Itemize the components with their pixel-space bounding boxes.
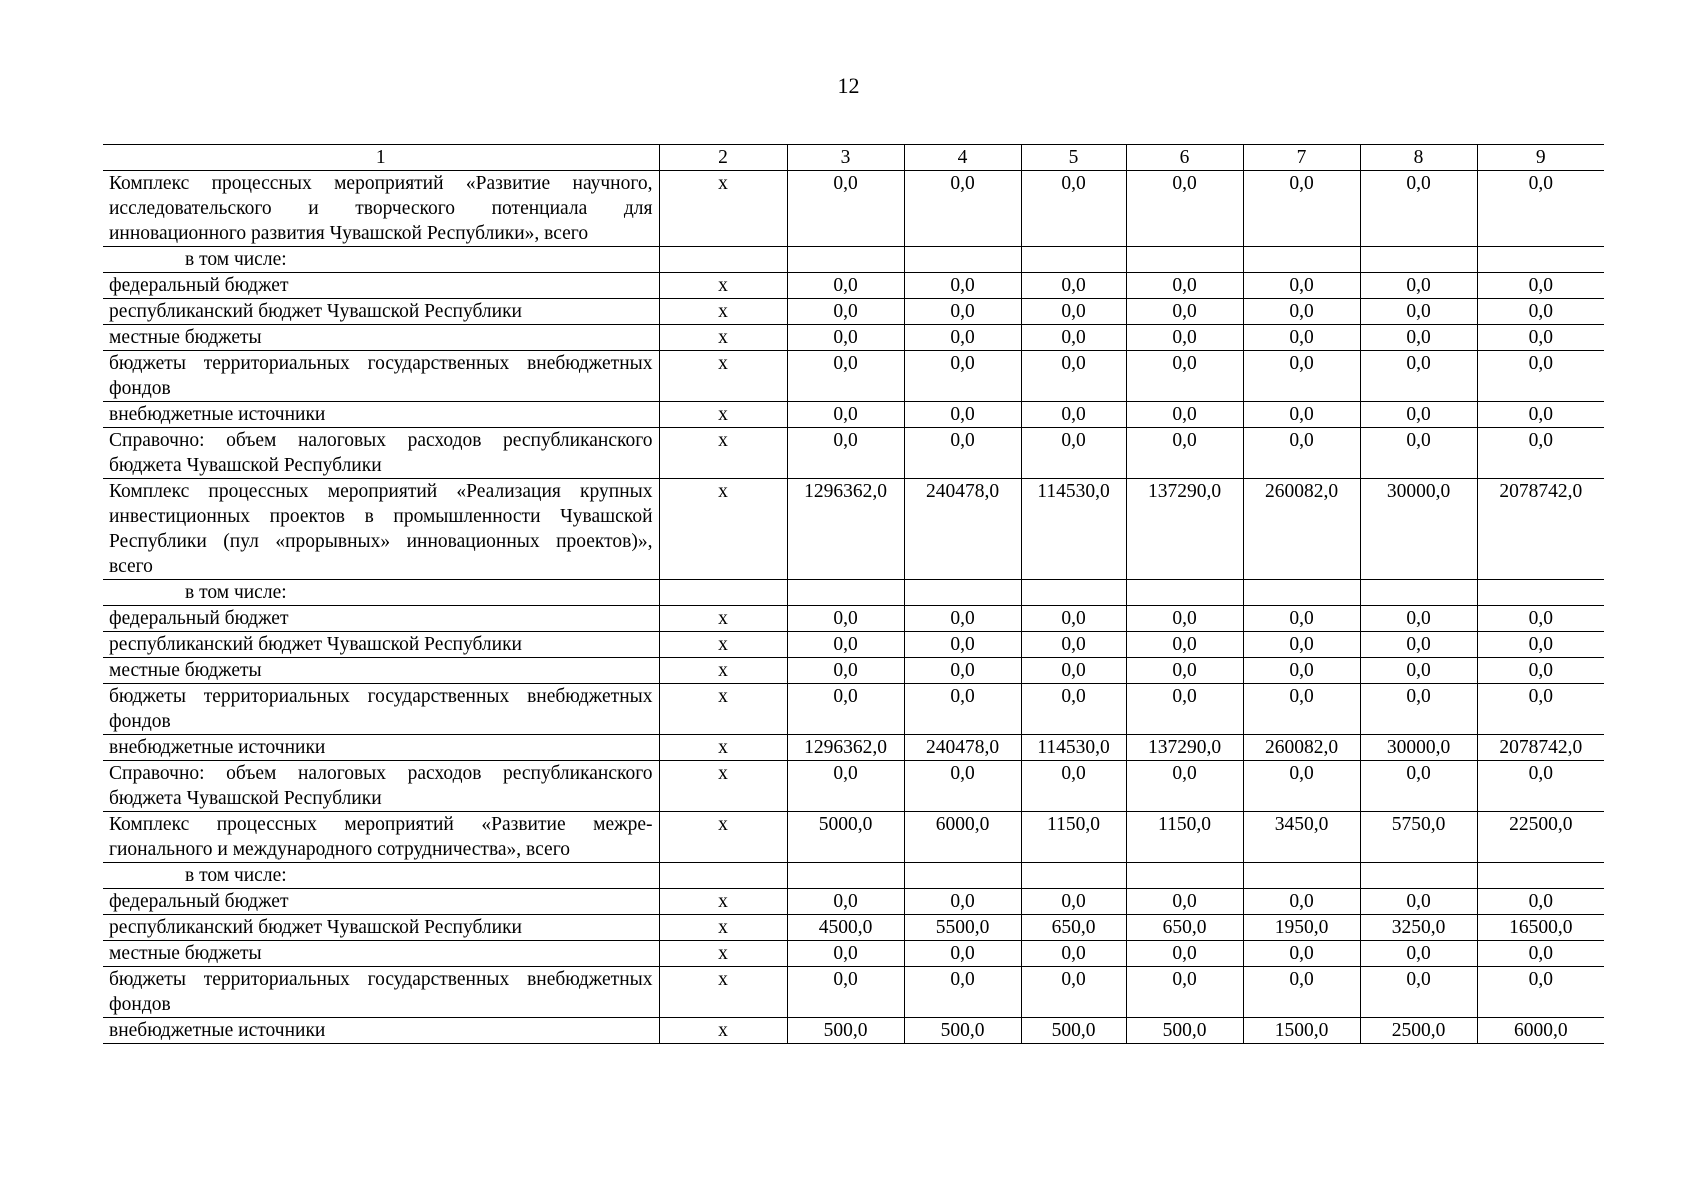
column-2-cell: х <box>659 889 787 915</box>
value-cell: 0,0 <box>1126 171 1243 247</box>
item-name-cell: бюджеты территориальных государственных внебюджетных фондов <box>103 967 659 1018</box>
column-2-cell: х <box>659 735 787 761</box>
column-2-cell: х <box>659 325 787 351</box>
value-cell: 500,0 <box>1126 1018 1243 1044</box>
value-cell: 0,0 <box>1021 684 1126 735</box>
value-cell: 0,0 <box>904 941 1021 967</box>
value-cell: 0,0 <box>1243 632 1360 658</box>
table-row <box>103 428 1604 479</box>
value-cell: 0,0 <box>1243 428 1360 479</box>
value-cell: 0,0 <box>1021 351 1126 402</box>
column-2-cell: х <box>659 479 787 580</box>
value-cell: 3250,0 <box>1360 915 1477 941</box>
value-cell: 0,0 <box>1360 606 1477 632</box>
column-2-cell: х <box>659 299 787 325</box>
table-row <box>103 915 1604 941</box>
value-cell: 5000,0 <box>787 812 904 863</box>
value-cell: 1500,0 <box>1243 1018 1360 1044</box>
value-cell: 0,0 <box>1243 941 1360 967</box>
value-cell: 0,0 <box>1243 299 1360 325</box>
value-cell: 0,0 <box>1126 606 1243 632</box>
value-cell: 0,0 <box>1021 273 1126 299</box>
value-cell <box>1243 247 1360 273</box>
value-cell: 0,0 <box>1360 428 1477 479</box>
value-cell: 0,0 <box>1021 606 1126 632</box>
value-cell: 0,0 <box>904 606 1021 632</box>
table-row <box>103 863 1604 889</box>
header-cell: 3 <box>787 145 904 171</box>
value-cell: 114530,0 <box>1021 479 1126 580</box>
column-2-cell <box>659 580 787 606</box>
value-cell <box>787 247 904 273</box>
value-cell: 16500,0 <box>1477 915 1604 941</box>
header-row <box>103 145 1604 171</box>
value-cell: 0,0 <box>1021 967 1126 1018</box>
table-row <box>103 351 1604 402</box>
table-row <box>103 325 1604 351</box>
value-cell: 3450,0 <box>1243 812 1360 863</box>
item-name-cell: Справочно: объем налоговых расходов республиканского бюджета Чувашской Республики <box>103 761 659 812</box>
column-2-cell: х <box>659 658 787 684</box>
column-2-cell: х <box>659 761 787 812</box>
value-cell: 0,0 <box>787 171 904 247</box>
item-name-cell: Комплекс процессных мероприятий «Реализация крупных инвестиционных проектов в промышленности Чувашской Республики (пул «прорывных» инновационных проектов)», всего <box>103 479 659 580</box>
header-cell: 9 <box>1477 145 1604 171</box>
value-cell <box>1126 580 1243 606</box>
value-cell <box>1360 247 1477 273</box>
value-cell: 0,0 <box>1477 402 1604 428</box>
value-cell: 4500,0 <box>787 915 904 941</box>
value-cell: 1150,0 <box>1126 812 1243 863</box>
value-cell: 0,0 <box>1126 889 1243 915</box>
value-cell <box>1126 863 1243 889</box>
value-cell: 1296362,0 <box>787 479 904 580</box>
value-cell: 0,0 <box>904 402 1021 428</box>
value-cell: 0,0 <box>904 351 1021 402</box>
table-row <box>103 479 1604 580</box>
value-cell: 0,0 <box>787 967 904 1018</box>
value-cell: 2078742,0 <box>1477 735 1604 761</box>
table-row <box>103 273 1604 299</box>
value-cell: 0,0 <box>1360 325 1477 351</box>
value-cell: 0,0 <box>904 428 1021 479</box>
value-cell: 0,0 <box>787 632 904 658</box>
column-2-cell: х <box>659 606 787 632</box>
value-cell: 0,0 <box>1243 967 1360 1018</box>
table-row <box>103 632 1604 658</box>
value-cell: 0,0 <box>1021 889 1126 915</box>
value-cell: 0,0 <box>1360 171 1477 247</box>
value-cell: 240478,0 <box>904 735 1021 761</box>
value-cell: 0,0 <box>1243 273 1360 299</box>
value-cell: 0,0 <box>1126 273 1243 299</box>
column-2-cell <box>659 863 787 889</box>
value-cell: 0,0 <box>787 351 904 402</box>
value-cell: 0,0 <box>1126 967 1243 1018</box>
item-name-cell: республиканский бюджет Чувашской Республики <box>103 299 659 325</box>
budget-table <box>103 144 1604 1044</box>
value-cell: 0,0 <box>1126 299 1243 325</box>
value-cell: 0,0 <box>787 428 904 479</box>
value-cell: 0,0 <box>1021 299 1126 325</box>
value-cell: 0,0 <box>904 325 1021 351</box>
value-cell: 2078742,0 <box>1477 479 1604 580</box>
item-name-cell: местные бюджеты <box>103 658 659 684</box>
item-name-cell: бюджеты территориальных государственных внебюджетных фондов <box>103 351 659 402</box>
value-cell: 0,0 <box>1126 325 1243 351</box>
value-cell: 0,0 <box>1477 351 1604 402</box>
table-row <box>103 247 1604 273</box>
value-cell: 0,0 <box>1477 171 1604 247</box>
value-cell <box>787 580 904 606</box>
value-cell: 0,0 <box>1477 632 1604 658</box>
item-name-cell: республиканский бюджет Чувашской Республики <box>103 632 659 658</box>
value-cell: 0,0 <box>1021 761 1126 812</box>
header-cell: 8 <box>1360 145 1477 171</box>
value-cell: 0,0 <box>1360 351 1477 402</box>
value-cell: 0,0 <box>1243 351 1360 402</box>
value-cell: 5750,0 <box>1360 812 1477 863</box>
column-2-cell: х <box>659 351 787 402</box>
value-cell: 0,0 <box>1021 941 1126 967</box>
subheading-cell: в том числе: <box>103 863 659 889</box>
value-cell: 0,0 <box>904 273 1021 299</box>
value-cell: 500,0 <box>787 1018 904 1044</box>
value-cell: 0,0 <box>787 325 904 351</box>
header-cell: 2 <box>659 145 787 171</box>
value-cell: 0,0 <box>787 402 904 428</box>
value-cell: 0,0 <box>1021 325 1126 351</box>
value-cell: 0,0 <box>787 658 904 684</box>
header-cell: 6 <box>1126 145 1243 171</box>
value-cell: 1296362,0 <box>787 735 904 761</box>
table-row <box>103 684 1604 735</box>
header-cell: 4 <box>904 145 1021 171</box>
value-cell: 1950,0 <box>1243 915 1360 941</box>
value-cell <box>1477 863 1604 889</box>
item-name-cell: местные бюджеты <box>103 325 659 351</box>
value-cell: 500,0 <box>904 1018 1021 1044</box>
table-row <box>103 171 1604 247</box>
value-cell <box>1126 247 1243 273</box>
value-cell: 0,0 <box>787 273 904 299</box>
value-cell: 114530,0 <box>1021 735 1126 761</box>
value-cell: 0,0 <box>1243 658 1360 684</box>
value-cell: 0,0 <box>1243 606 1360 632</box>
column-2-cell: х <box>659 941 787 967</box>
header-cell: 5 <box>1021 145 1126 171</box>
item-name-cell: внебюджетные источники <box>103 1018 659 1044</box>
value-cell: 0,0 <box>1360 761 1477 812</box>
table-row <box>103 1018 1604 1044</box>
value-cell: 1150,0 <box>1021 812 1126 863</box>
value-cell: 0,0 <box>1477 273 1604 299</box>
header-cell: 7 <box>1243 145 1360 171</box>
value-cell: 0,0 <box>1477 967 1604 1018</box>
column-2-cell <box>659 247 787 273</box>
column-2-cell: х <box>659 1018 787 1044</box>
value-cell <box>1243 580 1360 606</box>
value-cell: 0,0 <box>1126 351 1243 402</box>
value-cell: 137290,0 <box>1126 735 1243 761</box>
item-name-cell: федеральный бюджет <box>103 273 659 299</box>
value-cell <box>1021 863 1126 889</box>
value-cell: 0,0 <box>1243 402 1360 428</box>
value-cell: 0,0 <box>904 889 1021 915</box>
value-cell <box>1477 580 1604 606</box>
value-cell: 0,0 <box>787 889 904 915</box>
table-body <box>103 145 1604 1044</box>
value-cell: 0,0 <box>1126 632 1243 658</box>
value-cell: 0,0 <box>1021 171 1126 247</box>
value-cell: 260082,0 <box>1243 479 1360 580</box>
value-cell: 0,0 <box>1126 428 1243 479</box>
column-2-cell: х <box>659 273 787 299</box>
item-name-cell: Справочно: объем налоговых расходов республиканского бюджета Чувашской Республики <box>103 428 659 479</box>
value-cell: 0,0 <box>1021 428 1126 479</box>
value-cell <box>1477 247 1604 273</box>
item-name-cell: федеральный бюджет <box>103 889 659 915</box>
value-cell: 0,0 <box>1243 171 1360 247</box>
subheading-cell: в том числе: <box>103 580 659 606</box>
value-cell: 0,0 <box>1243 761 1360 812</box>
value-cell: 0,0 <box>1360 889 1477 915</box>
value-cell: 650,0 <box>1021 915 1126 941</box>
value-cell: 0,0 <box>1360 402 1477 428</box>
value-cell: 0,0 <box>787 606 904 632</box>
value-cell: 0,0 <box>1126 684 1243 735</box>
table-row <box>103 299 1604 325</box>
value-cell: 0,0 <box>1360 684 1477 735</box>
value-cell: 0,0 <box>1021 658 1126 684</box>
value-cell: 240478,0 <box>904 479 1021 580</box>
value-cell <box>904 580 1021 606</box>
value-cell: 0,0 <box>1021 402 1126 428</box>
value-cell: 0,0 <box>1360 658 1477 684</box>
table-row <box>103 402 1604 428</box>
value-cell: 30000,0 <box>1360 479 1477 580</box>
value-cell: 0,0 <box>1126 761 1243 812</box>
item-name-cell: внебюджетные источники <box>103 735 659 761</box>
value-cell: 0,0 <box>1477 941 1604 967</box>
item-name-cell: федеральный бюджет <box>103 606 659 632</box>
item-name-cell: республиканский бюджет Чувашской Республики <box>103 915 659 941</box>
column-2-cell: х <box>659 171 787 247</box>
table-row <box>103 812 1604 863</box>
value-cell <box>1021 247 1126 273</box>
value-cell <box>904 863 1021 889</box>
table-row <box>103 889 1604 915</box>
value-cell: 0,0 <box>1243 325 1360 351</box>
value-cell: 0,0 <box>787 684 904 735</box>
value-cell: 0,0 <box>1477 299 1604 325</box>
column-2-cell: х <box>659 402 787 428</box>
page-number: 12 <box>837 73 860 98</box>
item-name-cell: Комплекс процессных мероприятий «Развитие межрегионального и международного сотрудничества», всего <box>103 812 659 863</box>
value-cell: 0,0 <box>904 761 1021 812</box>
value-cell: 137290,0 <box>1126 479 1243 580</box>
item-name-cell: бюджеты территориальных государственных внебюджетных фондов <box>103 684 659 735</box>
value-cell: 0,0 <box>787 299 904 325</box>
table-row <box>103 761 1604 812</box>
column-2-cell: х <box>659 812 787 863</box>
value-cell: 0,0 <box>1126 402 1243 428</box>
value-cell: 0,0 <box>1477 606 1604 632</box>
value-cell: 0,0 <box>1477 428 1604 479</box>
column-2-cell: х <box>659 632 787 658</box>
value-cell: 30000,0 <box>1360 735 1477 761</box>
value-cell: 0,0 <box>904 967 1021 1018</box>
value-cell: 0,0 <box>1243 889 1360 915</box>
value-cell: 0,0 <box>1021 632 1126 658</box>
table-row <box>103 967 1604 1018</box>
value-cell: 6000,0 <box>904 812 1021 863</box>
value-cell: 5500,0 <box>904 915 1021 941</box>
item-name-cell: местные бюджеты <box>103 941 659 967</box>
table-row <box>103 606 1604 632</box>
value-cell: 0,0 <box>904 299 1021 325</box>
table-row <box>103 735 1604 761</box>
value-cell: 0,0 <box>1477 684 1604 735</box>
value-cell: 0,0 <box>904 171 1021 247</box>
header-cell: 1 <box>103 145 659 171</box>
value-cell: 0,0 <box>1477 658 1604 684</box>
table-row <box>103 580 1604 606</box>
column-2-cell: х <box>659 967 787 1018</box>
value-cell <box>1360 863 1477 889</box>
value-cell <box>904 247 1021 273</box>
value-cell: 0,0 <box>1360 273 1477 299</box>
value-cell: 0,0 <box>1126 658 1243 684</box>
value-cell: 0,0 <box>787 941 904 967</box>
value-cell: 0,0 <box>1126 941 1243 967</box>
value-cell: 0,0 <box>904 658 1021 684</box>
column-2-cell: х <box>659 428 787 479</box>
item-name-cell: Комплекс процессных мероприятий «Развитие научного, исследовательского и творческого потенциала для инновационного развития Чувашской Республики», всего <box>103 171 659 247</box>
table-row <box>103 658 1604 684</box>
value-cell: 0,0 <box>1477 889 1604 915</box>
value-cell <box>787 863 904 889</box>
table-row <box>103 941 1604 967</box>
value-cell: 650,0 <box>1126 915 1243 941</box>
value-cell: 2500,0 <box>1360 1018 1477 1044</box>
value-cell: 260082,0 <box>1243 735 1360 761</box>
value-cell: 0,0 <box>904 684 1021 735</box>
value-cell <box>1021 580 1126 606</box>
value-cell <box>1243 863 1360 889</box>
value-cell: 6000,0 <box>1477 1018 1604 1044</box>
subheading-cell: в том числе: <box>103 247 659 273</box>
value-cell: 22500,0 <box>1477 812 1604 863</box>
value-cell: 0,0 <box>1477 761 1604 812</box>
value-cell <box>1360 580 1477 606</box>
column-2-cell: х <box>659 684 787 735</box>
value-cell: 0,0 <box>1360 941 1477 967</box>
value-cell: 0,0 <box>1243 684 1360 735</box>
value-cell: 0,0 <box>787 761 904 812</box>
item-name-cell: внебюджетные источники <box>103 402 659 428</box>
value-cell: 0,0 <box>1360 632 1477 658</box>
value-cell: 0,0 <box>1477 325 1604 351</box>
value-cell: 0,0 <box>904 632 1021 658</box>
column-2-cell: х <box>659 915 787 941</box>
value-cell: 0,0 <box>1360 299 1477 325</box>
value-cell: 500,0 <box>1021 1018 1126 1044</box>
value-cell: 0,0 <box>1360 967 1477 1018</box>
